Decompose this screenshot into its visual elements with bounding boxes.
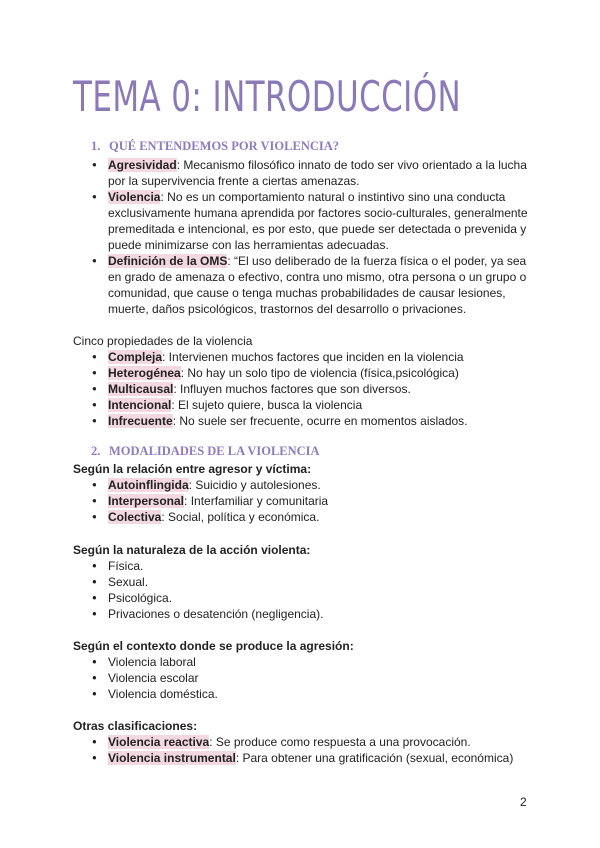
properties-list <box>92 349 532 429</box>
section-2-heading <box>91 444 320 459</box>
list-item <box>92 365 532 381</box>
list-item <box>92 509 532 525</box>
list-item <box>92 413 532 429</box>
item-text: : Influyen muchos factores que son diversos. <box>173 382 411 396</box>
item-text: : No hay un solo tipo de violencia (física,psicológica) <box>180 366 459 380</box>
section-1-heading <box>91 139 339 154</box>
section-2-title: MODALIDADES DE LA VIOLENCIA <box>109 444 320 458</box>
item-text: : Interfamiliar y comunitaria <box>184 494 329 508</box>
item-text: : Se produce como respuesta a una provocación. <box>209 735 471 749</box>
page-number: 2 <box>520 795 527 809</box>
list-item <box>92 349 532 365</box>
list-item <box>92 493 532 509</box>
properties-intro: Cinco propiedades de la violencia <box>73 334 253 348</box>
term-highlight: Heterogénea <box>108 366 181 380</box>
item-text: : El sujeto quiere, busca la violencia <box>171 398 363 412</box>
list-item <box>92 157 532 189</box>
list-item: ● Violencia doméstica. <box>92 686 532 702</box>
item-text: : No suele ser frecuente, ocurre en momentos aislados. <box>172 414 468 428</box>
list-item <box>92 734 532 750</box>
item-text: : Mecanismo filosófico innato de todo ser vivo orientado a la lucha por la supervivencia frente a ciertas amenazas. <box>108 158 527 188</box>
list-item: ● Física. <box>92 558 532 574</box>
otras-heading: Otras clasificaciones: <box>73 719 198 733</box>
term-highlight: Compleja <box>108 350 163 364</box>
naturaleza-heading: Según la naturaleza de la acción violenta: <box>73 543 311 557</box>
list-item <box>92 253 532 317</box>
item-text: : Para obtener una gratificación (sexual, económica) <box>235 751 514 765</box>
term-highlight: Violencia <box>108 190 161 204</box>
relacion-list <box>92 477 532 525</box>
section-1-number: 1. <box>91 139 101 153</box>
term-highlight: Interpersonal <box>108 494 185 508</box>
item-text: : Suicidio y autolesiones. <box>188 478 321 492</box>
term-highlight: Multicausal <box>108 382 174 396</box>
otras-list <box>92 734 532 766</box>
page-title: TEMA 0: INTRODUCCIÓN <box>73 72 462 121</box>
term-highlight: Autoinflingida <box>108 478 189 492</box>
list-item: ● Privaciones o desatención (negligencia). <box>92 606 532 622</box>
term-highlight: Agresividad <box>108 158 177 172</box>
term-highlight: Violencia reactiva <box>108 735 210 749</box>
list-item: ● Violencia laboral <box>92 654 532 670</box>
item-text: : Intervienen muchos factores que inciden en la violencia <box>162 350 464 364</box>
item-text: : Social, política y económica. <box>161 510 320 524</box>
term-highlight: Intencional <box>108 398 172 412</box>
contexto-list <box>92 654 532 702</box>
list-item <box>92 397 532 413</box>
term-highlight: Definición de la OMS <box>108 254 228 268</box>
list-item: ● Psicológica. <box>92 590 532 606</box>
section-1-title: QUÉ ENTENDEMOS POR VIOLENCIA? <box>109 139 340 153</box>
term-highlight: Infrecuente <box>108 414 173 428</box>
term-highlight: Colectiva <box>108 510 162 524</box>
list-item <box>92 477 532 493</box>
list-item <box>92 189 532 253</box>
list-item: ● Sexual. <box>92 574 532 590</box>
naturaleza-list <box>92 558 532 622</box>
item-text: : “El uso deliberado de la fuerza física o el poder, ya sea en grado de amenaza o efectivo, contra uno mismo, otra persona o un grupo o comunidad, que cause o tenga muchas probabilidades de causar lesiones, muerte, daños psicológicos, trastornos del desarrollo o privaciones. <box>108 254 527 316</box>
list-item <box>92 750 532 766</box>
item-text: : No es un comportamiento natural o instintivo sino una conducta exclusivamente humana aprendida por factores socio-culturales, generalmente premeditada e intencional, es por esto, que puede ser detectada o prevenida y puede minimizarse con las herramientas adecuadas. <box>108 190 528 252</box>
violence-definitions-list <box>92 157 532 317</box>
relacion-heading: Según la relación entre agresor y víctima: <box>73 462 312 476</box>
contexto-heading: Según el contexto donde se produce la agresión: <box>73 639 354 653</box>
list-item: ● Violencia escolar <box>92 670 532 686</box>
list-item <box>92 381 532 397</box>
term-highlight: Violencia instrumental <box>108 751 236 765</box>
section-2-number: 2. <box>91 444 101 458</box>
